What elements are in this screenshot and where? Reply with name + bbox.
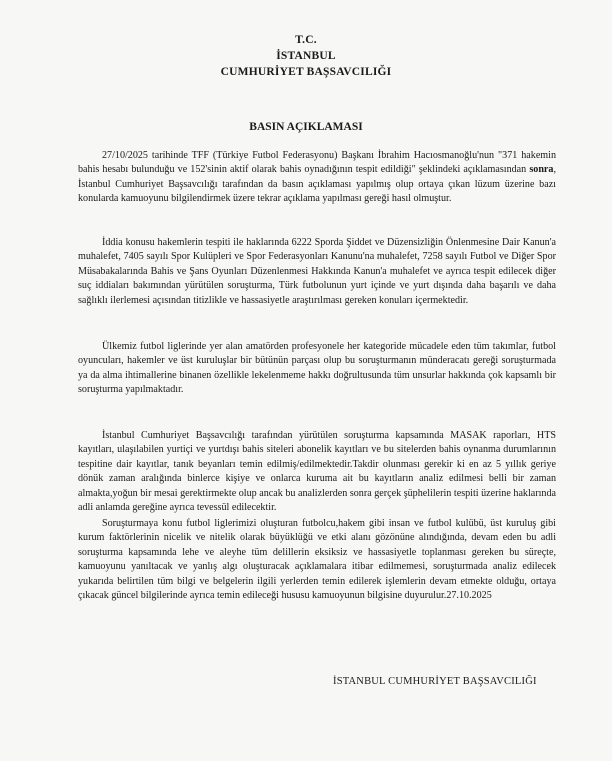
paragraph-1-text-a: 27/10/2025 tarihinde TFF (Türkiye Futbol Federasyonu) Başkanı İbrahim Hacıosmanoğlu'nun "371 hakemin bahis hesabı bulunduğu ve 152'sinin aktif olarak bahis oynadığının tespit edildiği" şeklindeki açıklamasından (78, 150, 556, 176)
paragraph-5 (78, 517, 556, 603)
document-title: BASIN AÇIKLAMASI (249, 121, 363, 133)
paragraph-4-text: İstanbul Cumhuriyet Başsavcılığı tarafından yürütülen soruşturma kapsamında MASAK raporları, HTS kayıtları, ulaşılabilen yurtiçi ve yurtdışı bahis siteleri abonelik kayıtları ve bu sitelerden bahis oynanma durumlarının tespitine dair kayıtlar, tanık beyanları temin edilmiş/edilmektedir.Takdir olunması gerekir ki en az 5 yıllık geriye dönük zaman aralığında binlerce kişiye ve onlarca kuruma ait bu kayıtların analiz edilmesi belli bir zaman almakta,yoğun bir mesai gerektirmekte olup ancak bu analizlerden sonra gerçek şüphelilerin tespiti üzerine haklarında adli anlamda gereğine ayrıca tevessül edilecektir. (78, 430, 556, 514)
header-istanbul: İSTANBUL (276, 50, 336, 62)
header-office: CUMHURİYET BAŞSAVCILIĞI (220, 66, 392, 78)
letterhead (0, 32, 612, 80)
paragraph-2-text: İddia konusu hakemlerin tespiti ile haklarında 6222 Sporda Şiddet ve Düzensizliğin Önlenmesine Dair Kanun'a muhalefet, 7405 sayılı Spor Kulüpleri ve Spor Federasyonları Kanunu'na muhalefet, 7258 sayılı Futbol ve Diğer Spor Müsabakalarında Bahis ve Şans Oyunları Düzenlenmesi Hakkında Kanun'a muhalefet ve ayrıca tespit edilecek diğer suç iddiaları bakımından yürütülen soruşturma, Türk futbolunun yurt içinde ve yurt dışında daha başarılı ve daha sağlıklı ilerlemesi açısından titizlikle ve hassasiyetle araştırılması gereken konuları içermektedir. (78, 237, 556, 306)
signature-block: İSTANBUL CUMHURİYET BAŞSAVCILIĞI (333, 676, 537, 687)
paragraph-5-text: Soruşturmaya konu futbol liglerimizi oluşturan futbolcu,hakem gibi insan ve futbol kulübü, üst kuruluş gibi kurum faktörlerinin nicelik ve nitelik olarak büyüklüğü ve etki alanı gözönüne alındığında, devam eden bu adli soruşturma kapsamında lehe ve aleyhe tüm delillerin eksiksiz ve hassasiyetle toplanması gereken bu süreçte, kamuoyunu yanıltacak ve yanlış algı oluşturacak açıklamalara itibar edilmemesi, soruşturmada analiz edilecek yukarıda belirtilen tüm bilgi ve belgelerin ilgili yerlerden temin edilerek işlemlerin devam etmekte olduğu, ortaya çıkacak güncel bilgilerinde ayrıca temin edileceği hususu kamuoyunun bilgisine duyurulur.27.10.2025 (78, 518, 556, 602)
paragraph-1 (78, 149, 556, 207)
paragraph-2 (78, 236, 556, 308)
paragraph-1-text-b: , İstanbul Cumhuriyet Başsavcılığı tarafından da basın açıklaması yapılmış olup ortaya çıkan lüzum üzerine bazı konularda kamuoyunu bilgilendirmek üzere tekrar açıklama yapılması gereği hasıl olmuştur. (78, 164, 556, 205)
header-tc: T.C. (295, 34, 317, 46)
paragraph-4 (78, 429, 556, 515)
paragraph-3-text: Ülkemiz futbol liglerinde yer alan amatörden profesyonele her kategoride mücadele eden tüm takımlar, futbol oyuncuları, hakemler ve üst kuruluşlar bir bütünün parçası olup bu soruşturmanın münderacatı gereği soruşturmada ya da alma ihtimallerine binanen özellikle lekelenmeme hakkı doğrultusunda tüm unsurlar hakkında çok kapsamlı bir soruşturma yapılmaktadır. (78, 341, 556, 396)
paragraph-3 (78, 340, 556, 398)
paragraph-1-bold: sonra (529, 164, 554, 176)
